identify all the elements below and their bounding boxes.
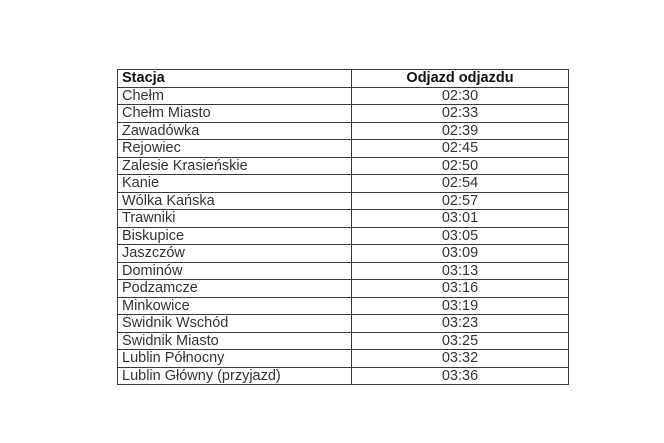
time-cell: 03:19	[352, 297, 569, 315]
table-row	[118, 87, 569, 105]
time-cell: 03:25	[352, 332, 569, 350]
station-cell: Wólka Kańska	[118, 192, 352, 210]
time-cell: 02:50	[352, 157, 569, 175]
station-cell: Chełm	[118, 87, 352, 105]
station-cell: Lublin Główny (przyjazd)	[118, 367, 352, 385]
station-cell: Chełm Miasto	[118, 105, 352, 123]
station-cell: Zalesie Krasieńskie	[118, 157, 352, 175]
table-row	[118, 210, 569, 228]
table-row	[118, 297, 569, 315]
time-cell: 02:33	[352, 105, 569, 123]
table-row	[118, 332, 569, 350]
time-cell: 03:23	[352, 315, 569, 333]
table-row	[118, 315, 569, 333]
table-row	[118, 157, 569, 175]
table-row	[118, 122, 569, 140]
station-cell: Świdnik Miasto	[118, 332, 352, 350]
time-cell: 03:36	[352, 367, 569, 385]
table-header-row	[118, 70, 569, 88]
station-cell: Podzamcze	[118, 280, 352, 298]
table-row	[118, 262, 569, 280]
column-header-station: Stacja	[118, 70, 352, 88]
station-cell: Rejowiec	[118, 140, 352, 158]
time-cell: 02:39	[352, 122, 569, 140]
time-cell: 02:57	[352, 192, 569, 210]
time-cell: 02:30	[352, 87, 569, 105]
station-cell: Zawadówka	[118, 122, 352, 140]
table-row	[118, 175, 569, 193]
time-cell: 03:16	[352, 280, 569, 298]
station-cell: Kanie	[118, 175, 352, 193]
time-cell: 03:13	[352, 262, 569, 280]
table-row	[118, 140, 569, 158]
station-cell: Minkowice	[118, 297, 352, 315]
timetable	[117, 69, 569, 385]
time-cell: 03:32	[352, 350, 569, 368]
table-row	[118, 350, 569, 368]
column-header-time: Odjazd odjazdu	[352, 70, 569, 88]
table-row	[118, 105, 569, 123]
station-cell: Biskupice	[118, 227, 352, 245]
station-cell: Lublin Północny	[118, 350, 352, 368]
station-cell: Trawniki	[118, 210, 352, 228]
time-cell: 02:45	[352, 140, 569, 158]
time-cell: 02:54	[352, 175, 569, 193]
station-cell: Jaszczów	[118, 245, 352, 263]
time-cell: 03:01	[352, 210, 569, 228]
time-cell: 03:09	[352, 245, 569, 263]
station-cell: Świdnik Wschód	[118, 315, 352, 333]
table-row	[118, 367, 569, 385]
table-row	[118, 227, 569, 245]
table-row	[118, 245, 569, 263]
table-row	[118, 192, 569, 210]
table-row	[118, 280, 569, 298]
time-cell: 03:05	[352, 227, 569, 245]
station-cell: Dominów	[118, 262, 352, 280]
